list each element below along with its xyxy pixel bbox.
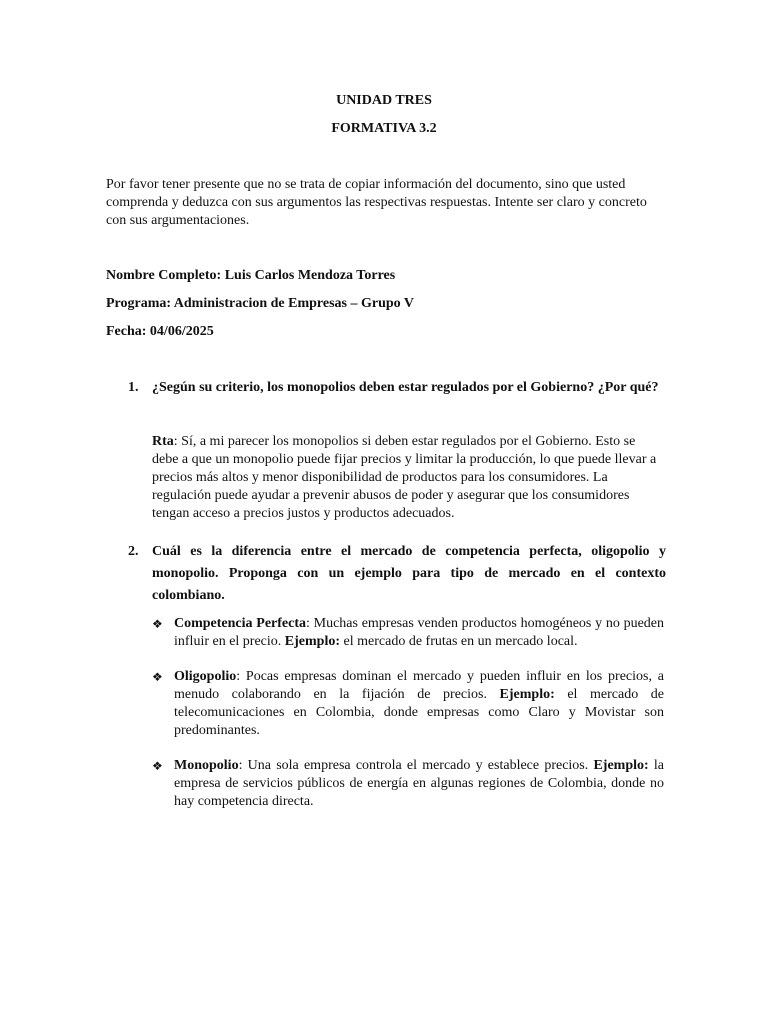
question-2 [128, 541, 666, 607]
market-type-item-competencia-perfecta [152, 615, 664, 651]
question-text: ¿Según su criterio, los monopolios deben estar regulados por el Gobierno? ¿Por qué? [152, 380, 659, 395]
diamond-dots-bullet-icon: ❖ [152, 617, 163, 631]
answer-text: : Sí, a mi parecer los monopolios si deben estar regulados por el Gobierno. Esto se debe a que un monopolio puede fijar precios y limitar la producción, lo que puede llevar a precios más altos y menor disponibilidad de productos para los consumidores. La regulación puede ayudar a prevenir abusos de poder y asegurar que los consumidores tengan acceso a precios justos y productos adecuados. [152, 434, 657, 521]
example-text: la empresa de servicios públicos de energía en algunas regiones de Colombia, donde no hay competencia directa. [174, 758, 664, 809]
market-term: Monopolio [174, 758, 239, 773]
diamond-dots-bullet-icon: ❖ [152, 759, 163, 773]
market-term: Competencia Perfecta [174, 616, 307, 631]
submission-date: Fecha: 04/06/2025 [106, 324, 214, 339]
example-text: el mercado de telecomunicaciones en Colombia, donde empresas como Claro y Movistar son predominantes. [174, 687, 665, 738]
example-label: Ejemplo: [499, 687, 555, 702]
student-program: Programa: Administracion de Empresas – Grupo V [106, 296, 415, 311]
market-type-item-oligopolio [152, 668, 664, 740]
answer-label: Rta [152, 434, 174, 449]
example-label: Ejemplo: [284, 634, 341, 649]
document-activity-title: FORMATIVA 3.2 [331, 121, 437, 136]
question-1 [128, 379, 668, 397]
example-label: Ejemplo: [593, 758, 649, 773]
answer-1 [152, 433, 664, 523]
market-description: : Muchas empresas venden productos homogéneos y no pueden influir en el precio. [174, 616, 665, 649]
diamond-dots-bullet-icon: ❖ [152, 670, 163, 684]
question-number: 2. [128, 544, 139, 559]
market-description: : Pocas empresas dominan el mercado y pueden influir en los precios, a menudo colaborando en la fijación de precios. [174, 669, 664, 702]
document-unit-title: UNIDAD TRES [336, 93, 432, 108]
market-type-item-monopolio [152, 757, 664, 811]
market-description: : Una sola empresa controla el mercado y establece precios. [238, 758, 594, 773]
question-text: Cuál es la diferencia entre el mercado de competencia perfecta, oligopolio y monopolio. Proponga con un ejemplo para tipo de mercado en el contexto colombiano. [152, 544, 666, 603]
example-text: el mercado de frutas en un mercado local. [340, 634, 578, 649]
instructions-paragraph: Por favor tener presente que no se trata de copiar información del documento, sino que usted comprenda y deduzca con sus argumentos las respectivas respuestas. Intente ser claro y concreto con sus argumentaciones. [106, 177, 647, 228]
student-name: Nombre Completo: Luis Carlos Mendoza Torres [106, 268, 396, 283]
question-number: 1. [128, 380, 139, 395]
market-term: Oligopolio [174, 669, 237, 684]
